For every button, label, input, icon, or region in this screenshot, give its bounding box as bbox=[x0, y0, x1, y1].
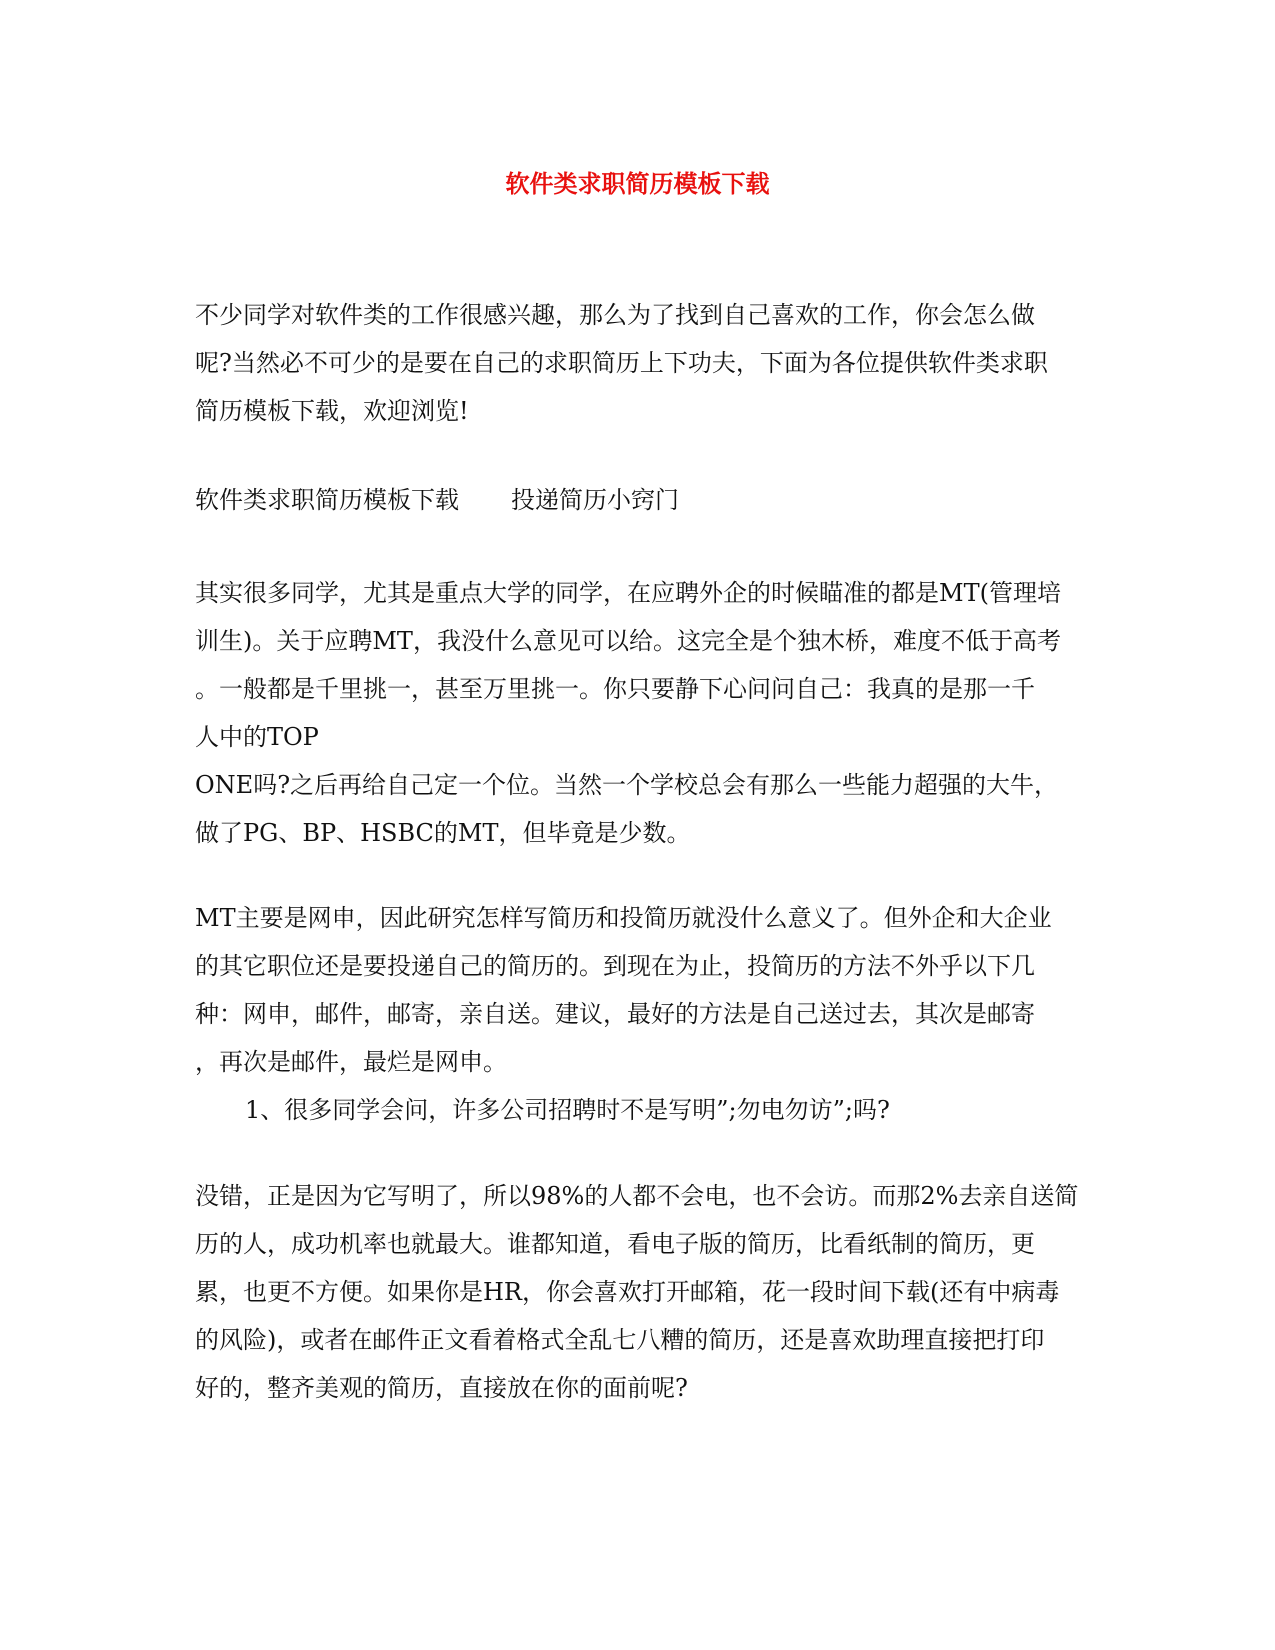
answer-paragraph bbox=[195, 1172, 1085, 1412]
document-title: 软件类求职简历模板下载 bbox=[505, 169, 770, 198]
paragraph-line: 没错，正是因为它写明了，所以98%的人都不会电，也不会访。而那2%去亲自送简 bbox=[195, 1182, 1079, 1210]
paragraph-line: 历的人，成功机率也就最大。谁都知道，看电子版的简历，比看纸制的简历，更 bbox=[195, 1230, 1035, 1258]
paragraph-line: 简历模板下载，欢迎浏览! bbox=[195, 397, 469, 425]
paragraph-line: 。一般都是千里挑一，甚至万里挑一。你只要静下心问问自己：我真的是那一千 bbox=[195, 675, 1035, 703]
paragraph-line: 的其它职位还是要投递自己的简历的。到现在为止，投简历的方法不外乎以下几 bbox=[195, 952, 1035, 980]
paragraph-line: 的风险)，或者在邮件正文看着格式全乱七八糟的简历，还是喜欢助理直接把打印 bbox=[195, 1326, 1045, 1354]
paragraph-line: 训生)。关于应聘MT，我没什么意见可以给。这完全是个独木桥，难度不低于高考 bbox=[195, 627, 1061, 655]
paragraph-line: 其实很多同学，尤其是重点大学的同学，在应聘外企的时候瞄准的都是MT(管理培 bbox=[195, 579, 1061, 607]
intro-paragraph bbox=[195, 291, 1085, 435]
paragraph-line: MT主要是网申，因此研究怎样写简历和投简历就没什么意义了。但外企和大企业 bbox=[195, 904, 1052, 932]
methods-paragraph bbox=[195, 894, 1085, 1134]
link-resume-submission-tips[interactable]: 投递简历小窍门 bbox=[511, 486, 679, 514]
paragraph-line: ，再次是邮件，最烂是网申。 bbox=[195, 1048, 507, 1076]
paragraph-line: 做了PG、BP、HSBC的MT，但毕竟是少数。 bbox=[195, 819, 691, 847]
paragraph-line: 人中的TOP bbox=[195, 723, 319, 751]
paragraph-line: 不少同学对软件类的工作很感兴趣，那么为了找到自己喜欢的工作，你会怎么做 bbox=[195, 301, 1035, 329]
paragraph-line: 累，也更不方便。如果你是HR，你会喜欢打开邮箱，花一段时间下载(还有中病毒 bbox=[195, 1278, 1060, 1306]
paragraph-line: 种：网申，邮件，邮寄，亲自送。建议，最好的方法是自己送过去，其次是邮寄 bbox=[195, 1000, 1035, 1028]
link-resume-template-download[interactable]: 软件类求职简历模板下载 bbox=[195, 486, 459, 514]
paragraph-line: ONE吗?之后再给自己定一个位。当然一个学校总会有那么一些能力超强的大牛， bbox=[195, 771, 1059, 799]
question-line: 1、很多同学会问，许多公司招聘时不是写明”;勿电勿访”;吗? bbox=[245, 1096, 890, 1124]
mt-paragraph bbox=[195, 569, 1085, 857]
related-links-line bbox=[195, 476, 1085, 524]
related-links bbox=[195, 476, 1085, 524]
paragraph-line: 好的，整齐美观的简历，直接放在你的面前呢? bbox=[195, 1374, 688, 1402]
paragraph-line: 呢?当然必不可少的是要在自己的求职简历上下功夫，下面为各位提供软件类求职 bbox=[195, 349, 1048, 377]
